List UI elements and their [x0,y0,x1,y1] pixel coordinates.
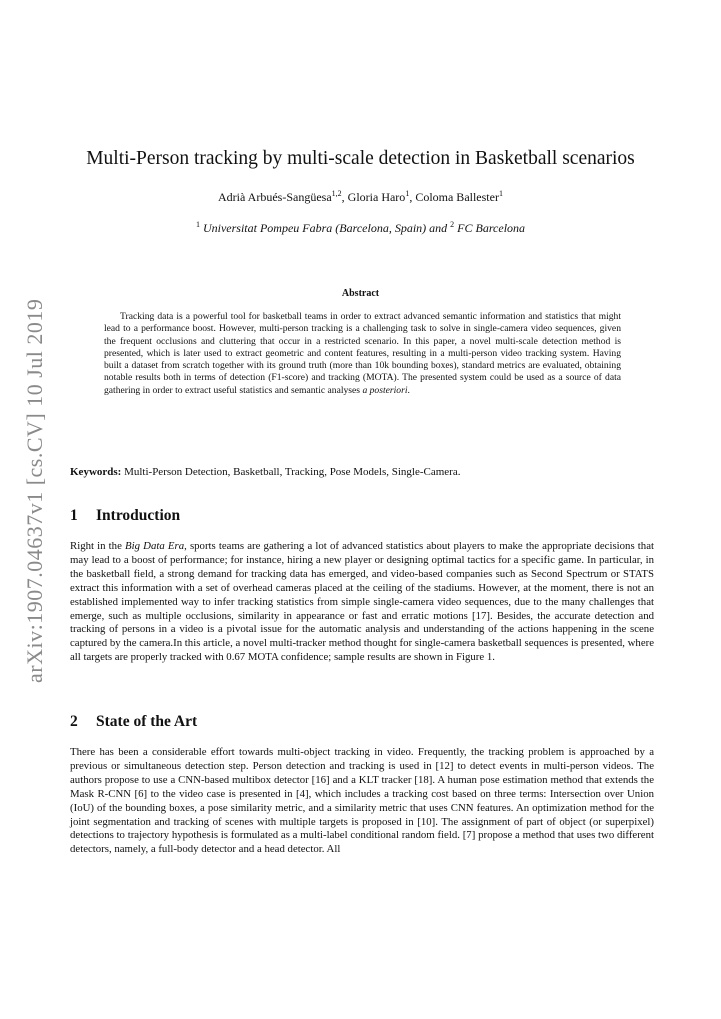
paper-title: Multi-Person tracking by multi-scale detection in Basketball scenarios [86,148,635,169]
keywords-text: Multi-Person Detection, Basketball, Tracking, Pose Models, Single-Camera. [124,466,461,478]
paragraph-lead: Right in the [70,540,122,552]
affiliation-mark: 1 [195,220,200,229]
author-affiliation-mark: 1 [405,189,410,198]
author-name: Gloria Haro [347,190,406,204]
abstract-end: . [407,384,410,396]
keywords [70,466,654,478]
section-title: Introduction [96,507,181,524]
section-number: 1 [70,507,78,524]
author-name: Coloma Ballester [415,190,499,204]
state-of-the-art-paragraph: There has been a considerable effort towards multi-object tracking in video. Frequently, the tracking problem is approached by a previous or simultaneous detection step. Person detection and tracking is used in [12] to detect events in multi-person videos. The authors propose to use a CNN-based multibox detector [16] and a KLT tracker [18]. A human pose estimation method that extends the Mask R-CNN [6] to the video case is presented in [4], which includes a tracking cost based on three terms: Intersection over Union (IoU) of the bounding boxes, a pose similarity metric, and a similarity metric that uses CNN features. An optimization method for the joint segmentation and tracking of scenes with multiple targets is proposed in [10]. The assignment of part of object (or superpixel) detections to trajectory hypothesis is formulated as a multi-label conditional random field. [7] propose a method that uses two different detectors, namely, a full-body detector and a head detector. All [70,746,654,856]
affiliation-text: Universitat Pompeu Fabra (Barcelona, Spain) and [202,221,448,235]
section-heading-introduction [70,507,180,525]
author-name: Adrià Arbués-Sangüesa [218,190,332,204]
paragraph-body: , sports teams are gathering a lot of advanced statistics about players to make the appropriate decisions that may lead to a boost of performance; for instance, hiring a new player or designing optimal tactics for a specific game. In particular, in the basketball field, a strong demand for tracking data has emerged, and video-based companies such as Second Spectrum or STATS extract this information with a set of overhead cameras placed at the ceiling of the stadiums. However, at the moment, there is not an established implemented way to infer tracking statistics from simple single-camera video sequences, due to the many challenges that emerge, such as multiple occlusions, similarity in appearance or fast and erratic motions [17]. Besides, the accurate detection and tracking of persons in a video is a pivotal issue for the automatic analysis and understanding of the actions happening in the scene captured by the camera.In this article, a novel multi-tracker method thought for single-camera basketball sequences is presented, where all targets are properly tracked with 0.67 MOTA confidence; sample results are shown in Figure 1. [70,540,655,664]
author-affiliation-mark: 1,2 [331,189,342,198]
abstract-text [104,311,621,397]
italic-term: Big Data Era [125,540,185,552]
section-heading-state-of-the-art [70,713,197,731]
affiliations [0,221,721,236]
arxiv-identifier: arXiv:1907.04637v1 [cs.CV] 10 Jul 2019 [22,298,47,683]
keywords-label: Keywords: [70,466,122,478]
abstract-italic-term: a posteriori [362,384,408,396]
author-affiliation-mark: 1 [498,189,503,198]
section-title: State of the Art [96,713,198,730]
abstract-body: Tracking data is a powerful tool for basketball teams in order to extract advanced semantic information and statistics that might lead to a performance boost. However, multi-person tracking is a challenging task to solve in single-camera video sequences, given the frequent occlusions and cluttering that occur in a restricted scenario. In this paper, a novel multi-scale detection method is presented, which is later used to extract geometric and content features, resulting in a multi-person video tracking system. Having built a dataset from scratch together with its ground truth (more than 10k bounding boxes), standard metrics are evaluated, obtaining notable results both in terms of detection (F1-score) and tracking (MOTA). The presented system could be used as a source of data gathering in order to extract useful statistics and semantic analyses [104,311,621,396]
abstract-heading: Abstract [341,288,380,299]
introduction-paragraph [70,540,654,665]
affiliation-mark: 2 [450,220,455,229]
section-number: 2 [70,713,78,730]
author-list: Adrià Arbués-Sangüesa$^{1,2}$, Gloria Haro$^1$, Coloma Ballester$^1$ [218,189,503,204]
affiliation-text: FC Barcelona [457,221,526,235]
